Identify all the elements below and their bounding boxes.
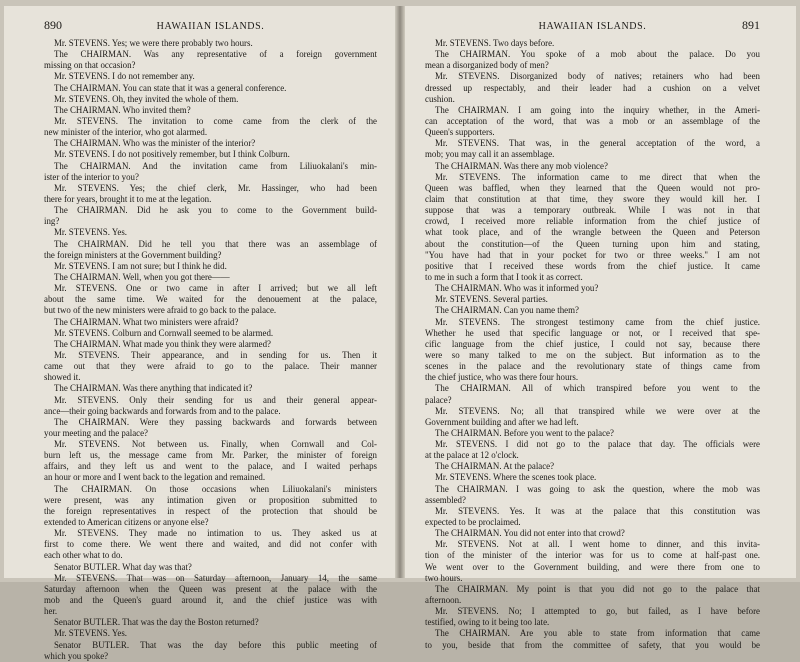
- text-line: afternoon.: [425, 595, 462, 606]
- text-line: The CHAIRMAN. My point is that you did not go to the palace that: [435, 583, 760, 594]
- text-line: "You have had that in your pocket for two or three weeks." I am not: [425, 249, 760, 260]
- text-line: Mr. STEVENS. The information came to me direct that when the: [435, 171, 760, 182]
- text-line: The CHAIRMAN. Well, when you got there——: [54, 271, 230, 282]
- text-line: about the constitution—of the Queen turning upon him and stating,: [425, 238, 760, 249]
- text-line: affairs, and they left us and went to the palace, and I waited perhaps: [44, 461, 377, 472]
- text-line: The CHAIRMAN. You spoke of a mob about the palace. Do you: [435, 49, 760, 60]
- text-line: The CHAIRMAN. Are you able to state from information that came: [435, 628, 760, 639]
- text-line: Mr. STEVENS. Oh, they invited the whole of them.: [54, 93, 239, 104]
- text-line: We went over to the Government building, and were there from one to: [425, 561, 760, 572]
- text-line: ance—their going backwards and forwards from and to the palace.: [44, 405, 281, 416]
- text-line: Mr. STEVENS. Yes. It was at the palace that this constitution was: [435, 505, 760, 516]
- text-line: The CHAIRMAN. What two ministers were afraid?: [54, 316, 239, 327]
- text-line: Mr. STEVENS. Colburn and Cornwall seemed to be alarmed.: [54, 327, 274, 338]
- text-line: tion of the minister of the interior was for us to come at half-past one.: [425, 550, 760, 561]
- text-line: The CHAIRMAN. On those occasions when Liliuokalani's ministers: [54, 483, 377, 494]
- text-line: Mr. STEVENS. They made no intimation to us. They asked us at: [54, 528, 377, 539]
- text-line: the foreign representatives in respect of the protection that should be: [44, 505, 377, 516]
- text-line: Mr. STEVENS. Disorganized body of natives; retainers who had been: [435, 71, 760, 82]
- text-line: first to come there. We went there and waited, and did not confer with: [44, 539, 377, 550]
- text-line: cific language from the chief justice, I could not say, because there: [425, 338, 760, 349]
- text-line: The CHAIRMAN. Can you name them?: [435, 305, 579, 316]
- text-line: about the same time. We waited for the denouement at the palace,: [44, 294, 377, 305]
- text-line: scenes in the palace and the revolutionary state of things came from: [425, 361, 760, 372]
- text-line: Mr. STEVENS. Yes; the chief clerk, Mr. Hassinger, who had been: [54, 182, 377, 193]
- text-line: Whether he used that specific language or not, or I received that spe-: [425, 327, 760, 338]
- left-page-number: 890: [44, 18, 62, 32]
- text-line: Mr. STEVENS. No; I attempted to go, but failed, as I have before: [435, 606, 760, 617]
- text-line: your meeting and the palace?: [44, 427, 148, 438]
- text-line: Mr. STEVENS. Yes.: [54, 227, 127, 238]
- text-line: Mr. STEVENS. Not at all. I went home to dinner, and this invita-: [435, 539, 760, 550]
- text-line: The CHAIRMAN. Were they passing backwards and forwards between: [54, 416, 377, 427]
- text-line: Mr. STEVENS. I do not positively remember, but I think Colburn.: [54, 149, 290, 160]
- text-line: Senator BUTLER. What day was that?: [54, 561, 192, 572]
- text-line: assembled?: [425, 494, 466, 505]
- text-line: but two of the new ministers were afraid to go back to the palace.: [44, 305, 277, 316]
- text-line: can acceptation of the word, that was a mob or an assemblage of the: [425, 115, 760, 126]
- text-line: Senator BUTLER. That was the day the Boston returned?: [54, 617, 259, 628]
- text-line: cushion.: [425, 93, 455, 104]
- text-line: The CHAIRMAN. All of which transpired before you went to the: [435, 383, 760, 394]
- text-line: missing on that occasion?: [44, 60, 136, 71]
- left-page: [4, 6, 395, 661]
- text-line: there for years, brought it to me at the legation.: [44, 193, 212, 204]
- text-line: Saturday afternoon when the Queen was present at the palace with the: [44, 583, 377, 594]
- text-line: claim that constitution at that time, they swore they would kill her. I: [425, 193, 760, 204]
- book-gutter: [395, 6, 405, 578]
- text-line: Mr. STEVENS. No; all that transpired while we were over at the: [435, 405, 760, 416]
- text-line: The CHAIRMAN. Did he tell you that there was an assemblage of: [54, 238, 377, 249]
- text-line: The CHAIRMAN. Before you went to the palace?: [435, 427, 614, 438]
- text-line: mob and the Queen's guard around it, and the chief justice was with: [44, 595, 377, 606]
- text-line: expected to be proclaimed.: [425, 517, 521, 528]
- text-line: Mr. STEVENS. Yes.: [54, 628, 127, 639]
- text-line: Mr. STEVENS. The invitation to come came from the clerk of the: [54, 115, 377, 126]
- text-line: The CHAIRMAN. Who was the minister of the interior?: [54, 138, 256, 149]
- text-line: mob; you may call it an assemblage.: [425, 149, 555, 160]
- text-line: suppose that was a temporary outbreak. While I was not in that: [425, 205, 760, 216]
- text-line: The CHAIRMAN. You can state that it was a general conference.: [54, 82, 287, 93]
- text-line: Mr. STEVENS. Several parties.: [435, 294, 548, 305]
- text-line: which you spoke?: [44, 650, 109, 661]
- text-line: extended to American citizens or anyone else?: [44, 517, 209, 528]
- text-line: to you, beside that from the committee of safety, that you would be: [425, 639, 760, 650]
- text-line: The CHAIRMAN. Who was it informed you?: [435, 283, 599, 294]
- text-line: Mr. STEVENS. The strongest testimony came from the chief justice.: [435, 316, 760, 327]
- text-line: Queen's supporters.: [425, 127, 495, 138]
- left-page-text: [44, 38, 377, 662]
- text-line: The CHAIRMAN. What made you think they were alarmed?: [54, 338, 271, 349]
- text-line: The CHAIRMAN. Who invited them?: [54, 104, 191, 115]
- text-line: new minister of the interior, who got alarmed.: [44, 127, 208, 138]
- text-line: Mr. STEVENS. Yes; we were there probably two hours.: [54, 38, 253, 48]
- text-line: what took place, and of the wrangle between the Queen and Peterson: [425, 227, 760, 238]
- text-line: The CHAIRMAN. Was there anything that indicated it?: [54, 383, 253, 394]
- text-line: Mr. STEVENS. Not between us. Finally, when Cornwall and Col-: [54, 439, 377, 450]
- text-line: positive that I received these words from the chief justice. It came: [425, 260, 760, 271]
- text-line: Mr. STEVENS. Only their sending for us and their general appear-: [54, 394, 377, 405]
- text-line: dressed up respectably, and their leader had a cushion on a velvet: [425, 82, 760, 93]
- right-page: [405, 6, 796, 650]
- text-line: were so many talked to me on the subject. But information as to the: [425, 349, 760, 360]
- text-line: Mr. STEVENS. I am not sure; but I think he did.: [54, 260, 227, 271]
- text-line: ing?: [44, 216, 60, 227]
- text-line: Mr. STEVENS. Their appearance, and in sending for us. Then it: [54, 349, 377, 360]
- text-line: Mr. STEVENS. That was on Saturday afternoon, January 14, the same: [54, 572, 377, 583]
- right-running-head: [425, 18, 760, 32]
- text-line: Mr. STEVENS. Where the scenes took place.: [435, 472, 597, 483]
- text-line: Government building and after we had left.: [425, 416, 579, 427]
- text-line: The CHAIRMAN. I was going to ask the question, where the mob was: [435, 483, 760, 494]
- text-line: each other what to do.: [44, 550, 123, 561]
- text-line: to me in such a form that I took it as correct.: [425, 271, 583, 282]
- text-line: The CHAIRMAN. Was there any mob violence?: [435, 160, 608, 171]
- text-line: Mr. STEVENS. That was, in the general acceptation of the word, a: [435, 138, 760, 149]
- text-line: her.: [44, 606, 58, 617]
- text-line: testified, owing to it being too late.: [425, 617, 550, 628]
- text-line: Mr. STEVENS. I did not go to the palace that day. The officials were: [435, 439, 760, 450]
- text-line: Mr. STEVENS. Two days before.: [435, 38, 555, 48]
- text-line: came out that they were afraid to go to the palace. Their manner: [44, 361, 377, 372]
- text-line: Mr. STEVENS. I do not remember any.: [54, 71, 195, 82]
- text-line: an hour or more and I went back to the legation and remained.: [44, 472, 266, 483]
- text-line: crowd, I received more reliable information from the chief justice of: [425, 216, 760, 227]
- text-line: the foreign ministers at the Government building?: [44, 249, 222, 260]
- text-line: The CHAIRMAN. At the palace?: [435, 461, 555, 472]
- text-line: at the palace at 12 o'clock.: [425, 450, 519, 461]
- text-line: two hours.: [425, 572, 463, 583]
- right-page-number: 891: [742, 18, 760, 32]
- text-line: showed it.: [44, 372, 81, 383]
- right-running-title: HAWAIIAN ISLANDS.: [538, 21, 647, 32]
- text-line: The CHAIRMAN. And the invitation came from Liliuokalani's min-: [54, 160, 377, 171]
- text-line: Senator BUTLER. That was the day before this public meeting of: [54, 639, 377, 650]
- text-line: The CHAIRMAN. I am going into the inquiry whether, in the Ameri-: [435, 104, 760, 115]
- left-running-title: HAWAIIAN ISLANDS.: [156, 21, 265, 32]
- right-page-text: [425, 38, 760, 651]
- left-running-head: [44, 18, 377, 32]
- text-line: ister of the interior to you?: [44, 171, 139, 182]
- text-line: The CHAIRMAN. Did he ask you to come to the Government build-: [54, 205, 377, 216]
- text-line: mean a disorganized body of men?: [425, 60, 549, 71]
- text-line: Mr. STEVENS. One or two came in after I arrived; but we all left: [54, 283, 377, 294]
- text-line: The CHAIRMAN. Was any representative of a foreign government: [54, 49, 377, 60]
- text-line: The CHAIRMAN. You did not enter into that crowd?: [435, 528, 625, 539]
- text-line: burn left us, the message came from Mr. Parker, the minister of foreign: [44, 450, 377, 461]
- text-line: Queen was baffled, when they learned that the Queen would not pro-: [425, 182, 760, 193]
- text-line: were present, was any intimation given or proposition submitted to: [44, 494, 377, 505]
- text-line: palace?: [425, 394, 452, 405]
- text-line: the chief justice, who was there four hours.: [425, 372, 579, 383]
